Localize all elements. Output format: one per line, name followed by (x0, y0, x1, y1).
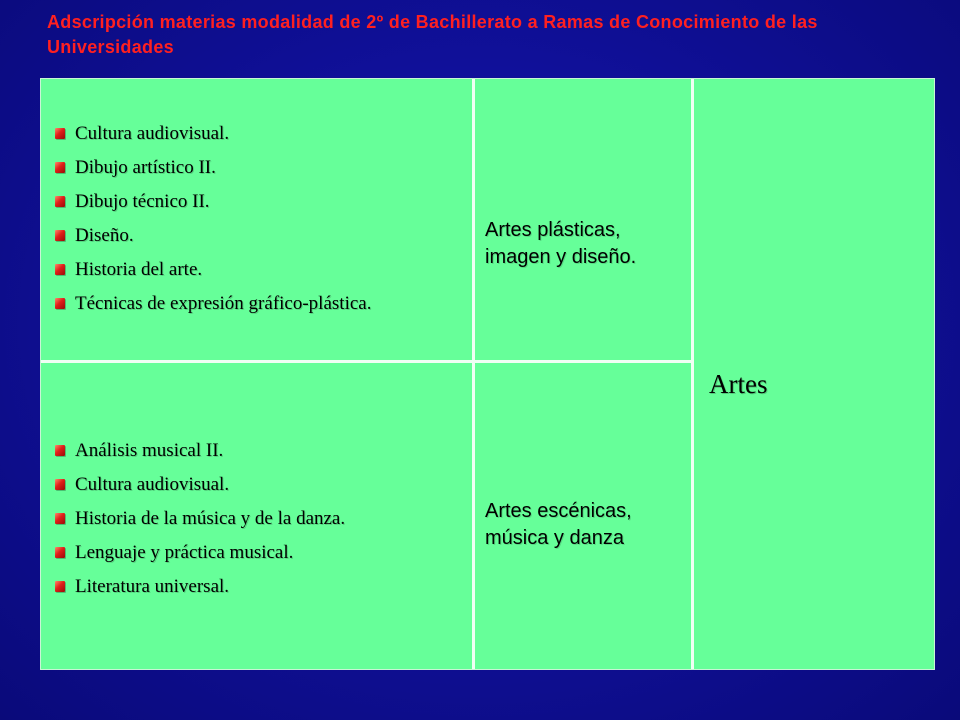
list-item (55, 440, 471, 474)
list-item (55, 542, 471, 576)
branch-label: Artes escénicas, música y danza (485, 500, 632, 549)
square-bullet-icon (55, 479, 65, 490)
subject-label: Análisis musical II. (75, 440, 224, 461)
column-divider (472, 79, 475, 669)
square-bullet-icon (55, 445, 65, 456)
list-item (55, 508, 471, 542)
square-bullet-icon (55, 128, 65, 139)
list-item (55, 576, 471, 610)
subject-label: Literatura universal. (75, 576, 230, 597)
subject-label: Lenguaje y práctica musical. (75, 542, 294, 563)
area-label: Artes (709, 369, 768, 399)
square-bullet-icon (55, 513, 65, 524)
column-divider (691, 79, 694, 669)
subject-label: Diseño. (75, 225, 134, 246)
subject-label: Cultura audiovisual. (75, 474, 230, 495)
list-item (55, 123, 471, 157)
square-bullet-icon (55, 162, 65, 173)
subject-list (55, 440, 471, 610)
branch-label: Artes plásticas, imagen y diseño. (485, 219, 637, 268)
list-item (55, 474, 471, 508)
list-item (55, 191, 471, 225)
subject-label: Historia de la música y de la danza. (75, 508, 346, 529)
branch-cell-row-1 (485, 217, 685, 271)
list-item (55, 157, 471, 191)
subject-label: Dibujo artístico II. (75, 157, 216, 178)
subject-label: Historia del arte. (75, 259, 203, 280)
square-bullet-icon (55, 298, 65, 309)
slide-title: Adscripción materias modalidad de 2º de Bachillerato a Ramas de Conocimiento de las Universidades (47, 12, 818, 57)
list-item (55, 225, 471, 259)
subject-label: Técnicas de expresión gráfico-plástica. (75, 293, 372, 314)
subject-list (55, 123, 471, 327)
square-bullet-icon (55, 230, 65, 241)
subject-label: Cultura audiovisual. (75, 123, 230, 144)
subjects-table (40, 78, 935, 670)
area-cell (709, 369, 909, 400)
subject-label: Dibujo técnico II. (75, 191, 210, 212)
list-item (55, 293, 471, 327)
square-bullet-icon (55, 581, 65, 592)
square-bullet-icon (55, 196, 65, 207)
list-item (55, 259, 471, 293)
square-bullet-icon (55, 547, 65, 558)
subjects-cell-row-2 (55, 440, 471, 610)
square-bullet-icon (55, 264, 65, 275)
row-divider (41, 360, 692, 363)
branch-cell-row-2 (485, 498, 690, 552)
subjects-cell-row-1 (55, 123, 471, 327)
